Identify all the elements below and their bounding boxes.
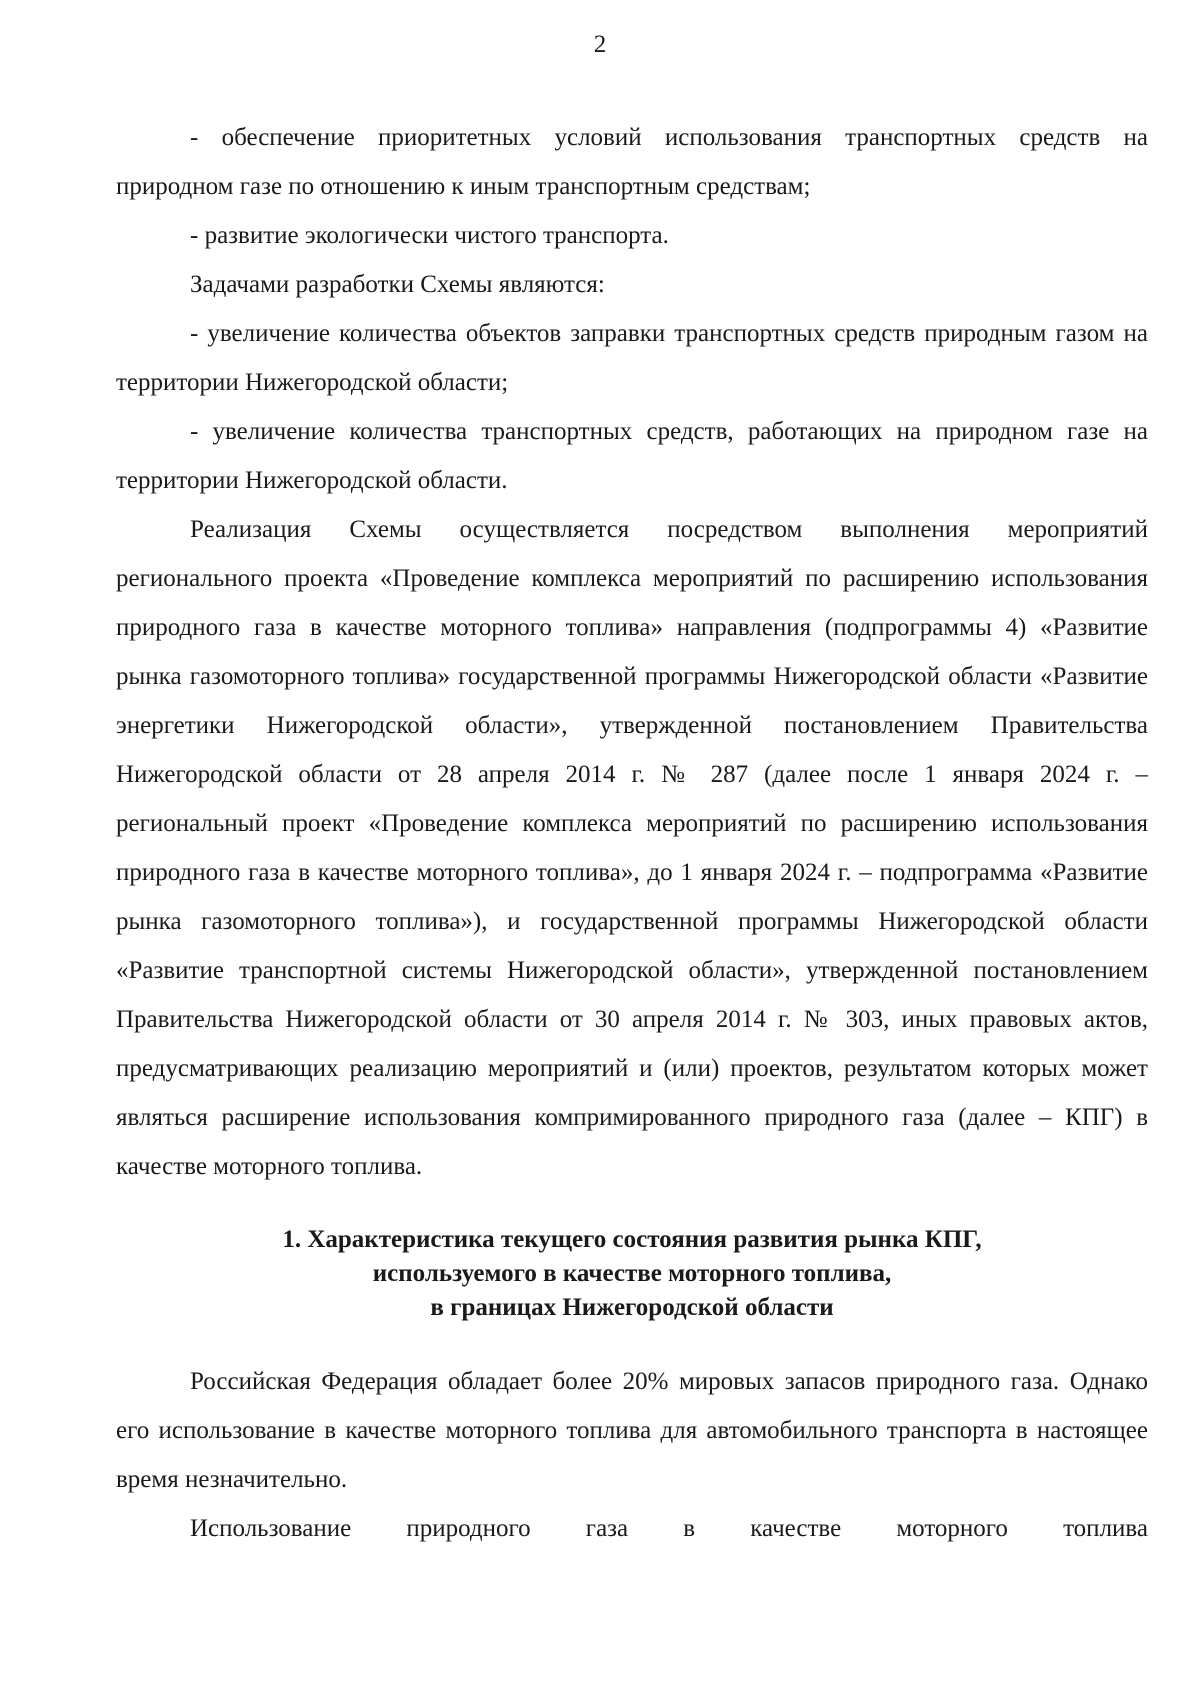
section-heading-line-3: в границах Нижегородской области: [430, 1294, 834, 1321]
page-number: 2: [593, 31, 607, 58]
paragraph-priority-conditions: - обеспечение приоритетных условий использования транспортных средств на природном газе по отношению к иным транспортным средствам;: [116, 124, 1148, 200]
document-body: [116, 113, 1148, 1553]
paragraph-russian-reserves: Российская Федерация обладает более 20% мировых запасов природного газа. Однако его использование в качестве моторного топлива для автомобильного транспорта в настоящее время незначительно.: [116, 1368, 1148, 1493]
paragraph-gas-usage: Использование природного газа в качестве моторного топлива: [190, 1515, 1148, 1542]
paragraph-task-vehicles: - увеличение количества транспортных средств, работающих на природном газе на территории Нижегородской области.: [116, 418, 1148, 494]
paragraph-task-stations: - увеличение количества объектов заправки транспортных средств природным газом на территории Нижегородской области;: [116, 320, 1148, 396]
paragraph-implementation: Реализация Схемы осуществляется посредством выполнения мероприятий регионального проекта «Проведение комплекса мероприятий по расширению использования природного газа в качестве моторного топлива» направления (подпрограммы 4) «Развитие рынка газомоторного топлива» государственной программы Нижегородской области «Развитие энергетики Нижегородской области», утвержденной постановлением Правительства Нижегородской области от 28 апреля 2014 г. № 287 (далее после 1 января 2024 г. – региональный проект «Проведение комплекса мероприятий по расширению использования природного газа в качестве моторного топлива», до 1 января 2024 г. – подпрограмма «Развитие рынка газомоторного топлива»), и государственной программы Нижегородской области «Развитие транспортной системы Нижегородской области», утвержденной постановлением Правительства Нижегородской области от 30 апреля 2014 г. № 303, иных правовых актов, предусматривающих реализацию мероприятий и (или) проектов, результатом которых может являться расширение использования компримированного природного газа (далее – КПГ) в качестве моторного топлива.: [116, 516, 1148, 1180]
paragraph-eco-transport: - развитие экологически чистого транспорта.: [190, 222, 669, 249]
section-heading-line-1: 1. Характеристика текущего состояния развития рынка КПГ,: [282, 1226, 982, 1253]
paragraph-tasks-intro: Задачами разработки Схемы являются:: [190, 271, 605, 298]
section-heading-line-2: используемого в качестве моторного топлива,: [372, 1260, 892, 1287]
section-heading: [116, 1223, 1148, 1325]
